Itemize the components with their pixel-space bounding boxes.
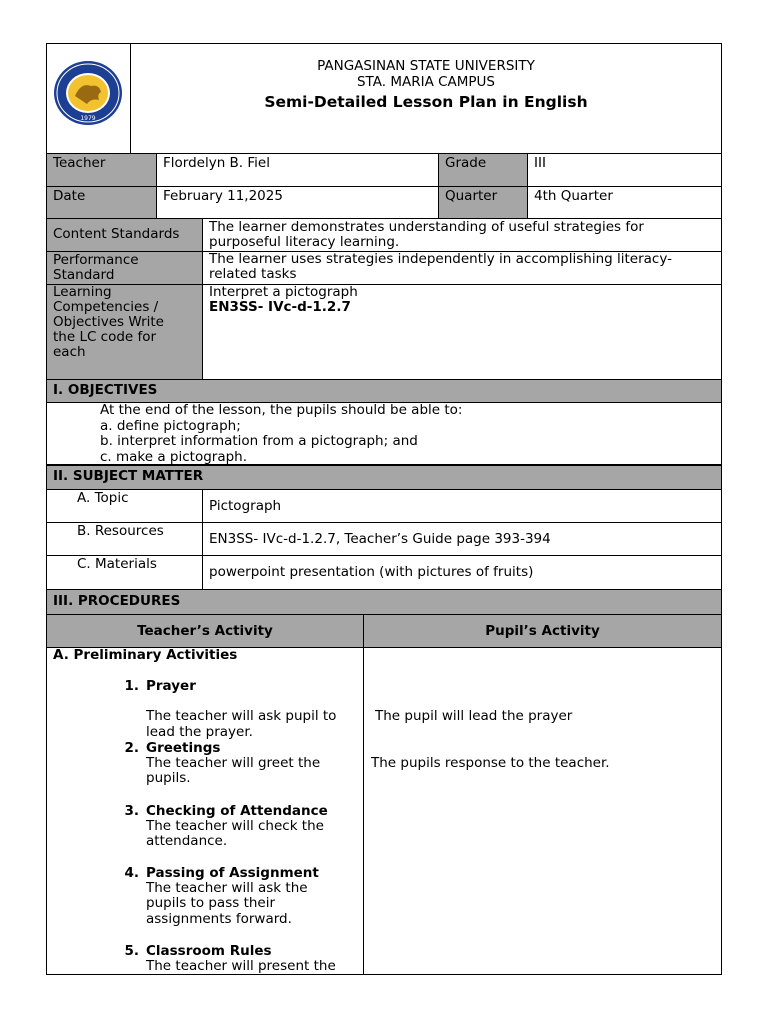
objective-item-b: b. interpret information from a pictograph; and: [100, 433, 418, 449]
step-number: 1.: [124, 678, 139, 694]
step-desc: assignments forward.: [146, 910, 292, 927]
resources-value: EN3SS- IVc-d-1.2.7, Teacher’s Guide page 393-394: [202, 522, 722, 556]
subject-matter-heading: II. SUBJECT MATTER: [46, 465, 722, 490]
step-title-greetings: Greetings: [146, 740, 221, 756]
university-seal-icon: [53, 60, 123, 126]
procedures-heading: III. PROCEDURES: [46, 589, 722, 615]
date-value: February 11,2025: [156, 186, 439, 219]
step-title-assignment: Passing of Assignment: [146, 865, 319, 881]
content-standards-label-text: Content Standards: [53, 226, 180, 242]
quarter-label: Quarter: [438, 186, 528, 219]
topic-value: Pictograph: [202, 489, 722, 523]
quarter-value: 4th Quarter: [527, 186, 722, 219]
teacher-value: Flordelyn B. Fiel: [156, 153, 439, 187]
performance-standard-value: The learner uses strategies independently in accomplishing literacy-related tasks: [202, 251, 722, 285]
grade-value: III: [527, 153, 722, 187]
date-label: Date: [46, 186, 157, 219]
header-text: [131, 58, 721, 113]
resources-label: B. Resources: [77, 523, 164, 539]
preliminary-activities-heading: A. Preliminary Activities: [53, 647, 238, 663]
competency-value-cell: [202, 284, 722, 380]
competency-value: Interpret a pictograph: [209, 284, 358, 300]
objective-item-c: c. make a pictograph.: [100, 448, 248, 465]
objectives-intro: At the end of the lesson, the pupils should be able to:: [100, 402, 463, 418]
competency-label: Learning Competencies / Objectives Write the LC code for each: [46, 284, 203, 380]
step-number: 3.: [124, 803, 139, 819]
campus-name: STA. MARIA CAMPUS: [356, 74, 496, 90]
step-number: 5.: [124, 943, 139, 959]
performance-standard-label: Performance Standard: [46, 251, 203, 285]
step-title-prayer: Prayer: [146, 678, 196, 694]
teacher-activity-header: Teacher’s Activity: [46, 614, 364, 648]
grade-label: Grade: [438, 153, 528, 187]
teacher-label: Teacher: [46, 153, 157, 187]
step-title-rules: Classroom Rules: [146, 943, 272, 959]
objectives-heading: I. OBJECTIVES: [46, 379, 722, 403]
materials-label: C. Materials: [77, 556, 157, 572]
step-title-attendance: Checking of Attendance: [146, 803, 328, 819]
content-standards-label: [46, 218, 203, 252]
content-standards-value: The learner demonstrates understanding of useful strategies for purposeful literacy learning.: [202, 218, 722, 252]
step-desc: The teacher will check the: [146, 817, 324, 834]
step-desc: The teacher will ask pupil to: [146, 708, 337, 724]
seal-year: 1979: [80, 115, 96, 122]
step-desc: pupils to pass their: [146, 895, 276, 911]
pupil-response-greetings: The pupils response to the teacher.: [371, 754, 610, 771]
step-number: 2.: [124, 740, 139, 756]
page-title: Semi-Detailed Lesson Plan in English: [264, 93, 588, 111]
step-number: 4.: [124, 865, 139, 881]
pupil-activity-column: [363, 647, 722, 975]
topic-label: A. Topic: [77, 490, 129, 506]
step-desc: pupils.: [146, 770, 191, 786]
materials-value: powerpoint presentation (with pictures of fruits): [202, 555, 722, 590]
step-desc: The teacher will present the: [146, 958, 336, 974]
step-desc: attendance.: [146, 833, 228, 849]
step-desc: The teacher will greet the: [146, 754, 321, 771]
pupil-activity-header: Pupil’s Activity: [363, 614, 722, 648]
pupil-response-prayer: The pupil will lead the prayer: [375, 708, 573, 724]
step-desc: The teacher will ask the: [146, 879, 308, 896]
university-name: PANGASINAN STATE UNIVERSITY: [317, 58, 535, 74]
objective-item-a: a. define pictograph;: [100, 417, 241, 434]
competency-code: EN3SS- IVc-d-1.2.7: [209, 299, 351, 315]
step-desc: lead the prayer.: [146, 723, 253, 740]
